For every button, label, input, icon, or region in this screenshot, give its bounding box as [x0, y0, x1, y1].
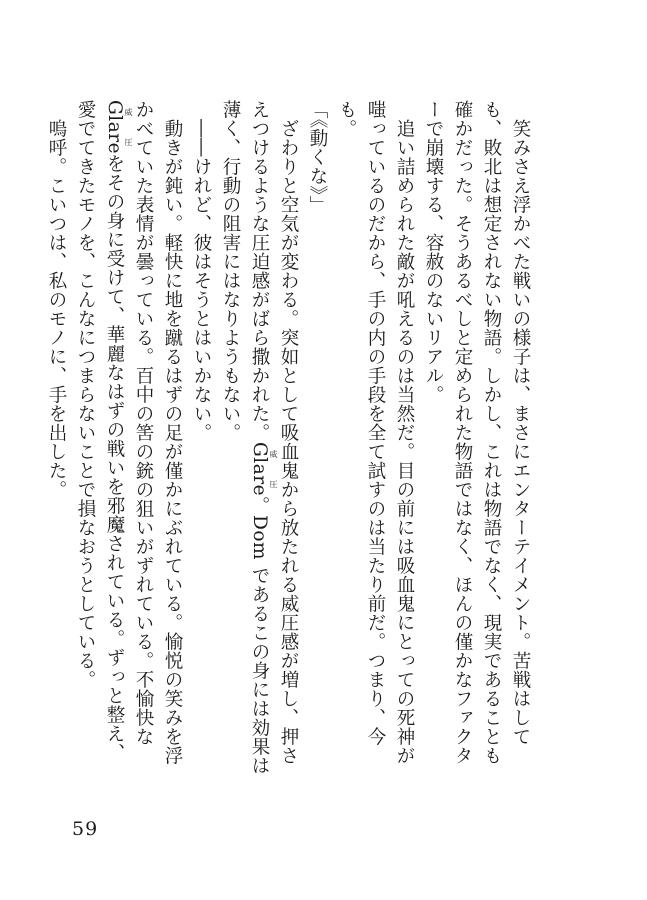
glare-ruby-2 [104, 100, 133, 155]
paragraph-6-before: 動きが鈍い。軽快に地を蹴るはずの足が僅かにぶれている。愉悦の笑みを浮かべていた表情が曇っている。百中の筈の銃の狙いがずれている。不愉快な [133, 100, 183, 765]
glare-ruby-reading: 威圧 [269, 442, 278, 497]
paragraph-4-after: 。Dom であるこの身には効果は薄く、行動の阻害にはなりようもない。 [220, 100, 270, 776]
glare-ruby-base: Glare [249, 442, 270, 497]
paragraph-1: 笑みさえ浮かべた戦いの様子は、まさにエンターテイメント。苦戦はしても、敗北は想定されない物語。しかし、これは物語でなく、現実であることも確かだった。そうあるべしと定められた物語ではなく、ほんの僅かなファクターで崩壊する、容赦のないリアル。 [423, 100, 531, 765]
paragraph-4 [216, 100, 303, 780]
dialogue-line: 「《動くな》」 [307, 100, 328, 215]
paragraph-4-before: ざわりと空気が変わる。突如として吸血鬼から放たれる威圧感が増し、押さえつけるような圧迫感がばら撒かれた。 [249, 100, 299, 765]
paragraph-6-after: をその身に受けて、華麗なはずの戦いを邪魔されている。ずっと整え、愛でてきたモノを、こんなにつまらないことで損なおうとしている。 [75, 100, 125, 763]
paragraph-7: 嗚呼。こいつは、私のモノに、手を出した。 [46, 118, 67, 499]
vertical-text-body [46, 100, 535, 780]
glare-ruby-2-reading: 威圧 [124, 100, 133, 155]
page-number: 59 [72, 818, 99, 840]
glare-ruby-2-base: Glare [104, 100, 125, 155]
glare-ruby [249, 442, 278, 497]
paragraph-2: 追い詰められた敵が吼えるのは当然だ。目の前には吸血鬼にとっての死神が嗤っているのだから、手の内の手段を全て試すのは当たり前だ。つまり、今も。 [336, 100, 415, 765]
paragraph-6 [71, 100, 187, 780]
paragraph-5: ――けれど、彼はそうとはいかない。 [191, 118, 212, 442]
